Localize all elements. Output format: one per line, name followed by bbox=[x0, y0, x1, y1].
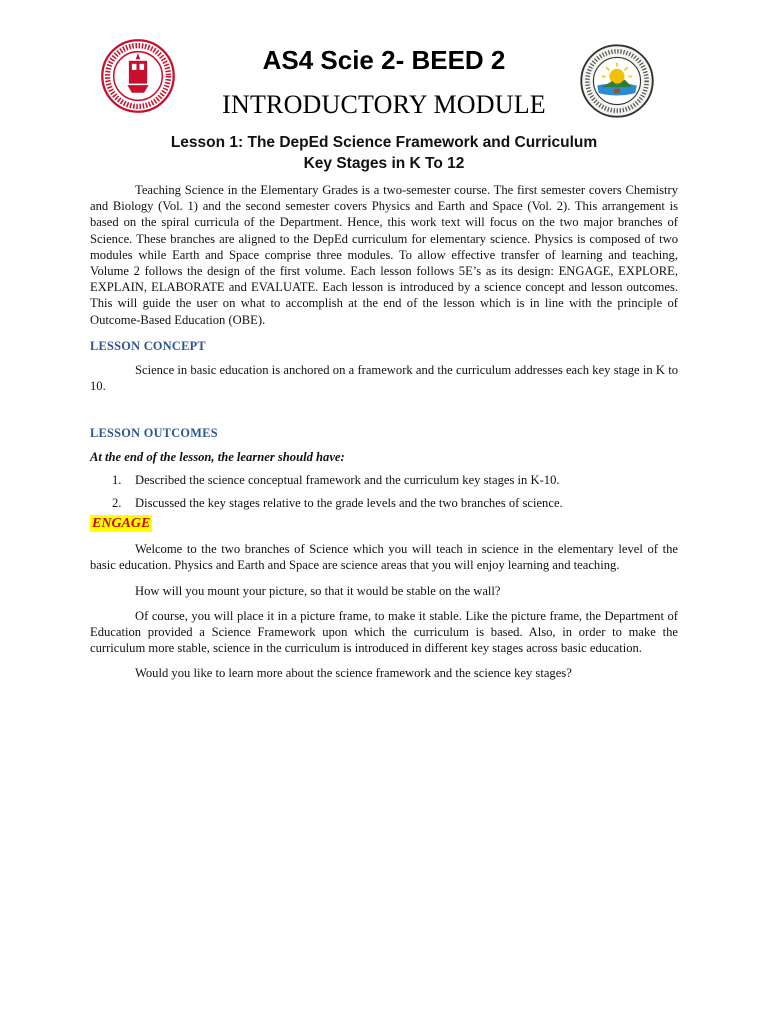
outcome-item bbox=[90, 472, 678, 488]
engage-heading-row bbox=[90, 515, 678, 532]
engage-paragraph: Welcome to the two branches of Science which you will teach in science in the elementary level of the basic education. Physics and Earth and Space are science areas that you will enjoy learning and teaching. bbox=[90, 542, 678, 573]
lesson-concept-heading: LESSON CONCEPT bbox=[90, 338, 206, 353]
outcome-number: 2. bbox=[112, 496, 122, 511]
outcomes-list bbox=[90, 472, 678, 511]
lesson-outcomes-lead: At the end of the lesson, the learner should have: bbox=[90, 449, 345, 464]
intro-paragraph: Teaching Science in the Elementary Grades is a two-semester course. The first semester covers Chemistry and Biology (Vol. 1) and the second semester covers Physics and Earth and Space (Vol. 2). This arrangement is based on the spiral curricula of the Department. Hence, this work text will focus on the two major branches of Science. These branches are aligned to the DepEd curriculum for elementary science. Physics is composed of two modules while Earth and Space comprise three modules. To allow effective transfer of learning and teaching, Volume 2 follows the design of the first volume. Each lesson follows 5E’s as its design: ENGAGE, EXPLORE, EXPLAIN, ELABORATE and EVALUATE. Each lesson is introduced by a science concept and lesson outcomes. This will guide the user on what to accomplish at the end of the lesson which is in line with the principle of Outcome-Based Education (OBE). bbox=[90, 183, 678, 327]
outcome-text: Discussed the key stages relative to the grade levels and the two branches of science. bbox=[135, 496, 563, 511]
lesson-title bbox=[90, 132, 678, 174]
outcome-item bbox=[90, 495, 678, 511]
lesson-title-line-1: Lesson 1: The DepEd Science Framework and Curriculum bbox=[170, 134, 598, 151]
engage-question: Would you like to learn more about the science framework and the science key stages? bbox=[135, 666, 572, 681]
document-title: AS4 Scie 2- BEED 2 bbox=[262, 45, 506, 75]
lesson-concept-text: Science in basic education is anchored on a framework and the curriculum addresses each key stage in K to 10. bbox=[90, 363, 678, 394]
outcome-number: 1. bbox=[112, 472, 122, 487]
lesson-title-line-2: Key Stages in K To 12 bbox=[303, 155, 465, 172]
lesson-outcomes-heading: LESSON OUTCOMES bbox=[90, 426, 218, 441]
engage-question: How will you mount your picture, so that it would be stable on the wall? bbox=[135, 583, 501, 598]
engage-heading: ENGAGE bbox=[92, 516, 151, 532]
module-subtitle: INTRODUCTORY MODULE bbox=[222, 90, 546, 119]
engage-paragraph: Of course, you will place it in a picture frame, to make it stable. Like the picture frame, the Department of Education provided a Science Framework upon which the curriculum is based. Also, in order to make the curriculum more stable, science in the curriculum is introduced in different key stages across basic education. bbox=[90, 608, 678, 656]
document-body bbox=[90, 182, 678, 682]
outcome-text: Described the science conceptual framework and the curriculum key stages in K-10. bbox=[135, 472, 560, 487]
